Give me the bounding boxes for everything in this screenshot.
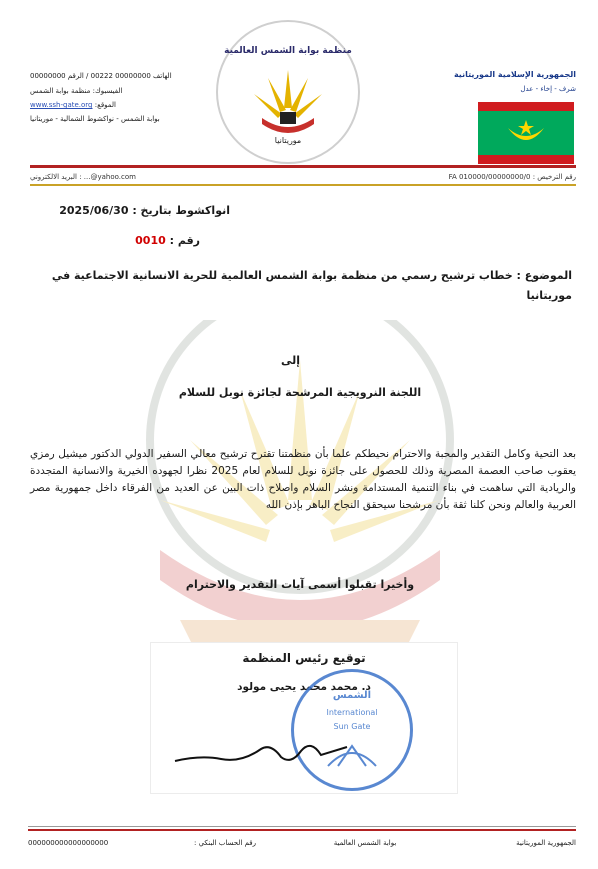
email-line: البريد الالكتروني : ...@yahoo.com: [30, 173, 136, 181]
signature-block: [150, 642, 458, 794]
stamp-text-3: Sun Gate: [333, 722, 371, 731]
header-subrule: [30, 184, 576, 186]
letter-body: بعد التحية وكامل التقدير والمحبة والاحترام نحيطكم علما بأن منظمتنا تقترح ترشيح معالي السفير الدولي الدكتور ميشيل رمزي يعقوب صاحب العصمة المصرية وذلك للحصول على جائزة نوبل للسلام لعام 2025 نظرا لجهوده الخيرية والانسانية المتجددة والريادية التي ساهمت في بناء التنمية المستدامة ونشر السلام واصلاح ذات البين عن العديد من الفرقاء داخل جمهورية مصر العربية والعالم ونحن كلنا ثقة بأن مرشحنا سيحقق النجاح الباهر بإذن الله: [30, 448, 576, 511]
country-motto: شرف - إخاء - عدل: [520, 85, 576, 93]
letter-subject: [24, 266, 572, 306]
subject-line-1: الموضوع : خطاب ترشيح رسمي من منظمة بوابة الشمس العالمية للحرية الانسانية الاجتماعية في: [51, 269, 572, 282]
footer-bank-number: 000000000000000000: [28, 839, 109, 847]
footer-rule-top: [28, 826, 576, 827]
footer-rule: [28, 829, 576, 831]
number-label: رقم :: [169, 234, 200, 247]
organization-logo: [216, 20, 360, 164]
signature-name: د. محمد محمد يحيى مولود: [237, 681, 371, 693]
footer-country: الجمهورية الموريتانية: [516, 839, 576, 847]
stamp-text-2: International: [326, 708, 378, 717]
recipient-to: إلى: [280, 354, 300, 367]
letter-closing: وأخيرا تقبلوا أسمى آيات التقدير والاحترام: [185, 578, 415, 591]
footer-org: بوابة الشمس العالمية: [333, 839, 397, 847]
recipient-name: اللجنة النرويجية المرشحة لجائزة نوبل للسلام: [178, 386, 422, 399]
signature-title: توقيع رئيس المنظمة: [242, 651, 366, 665]
registration-line: رقم الترخيص : 0/FA 010000/00000000: [448, 173, 576, 181]
sun-emblem-icon: [248, 68, 328, 138]
footer-bank-label: رقم الحساب البنكي :: [194, 839, 256, 847]
logo-title: منظمة بوابة الشمس العالمية: [224, 46, 352, 56]
contact-phones: الهاتف 00000000 00222 / الرقم 00000000: [30, 72, 172, 80]
country-name: الجمهورية الإسلامية الموريتانية: [453, 70, 576, 79]
contact-website: [30, 100, 200, 110]
handwritten-signature: [171, 729, 351, 769]
logo-subtitle: موريتانيا: [274, 136, 302, 145]
header-rule: [30, 165, 576, 168]
subject-line-2: موريتانيا: [526, 289, 572, 302]
letter-date: انواكشوط بتاريخ : 2025/06/30: [59, 204, 230, 217]
contact-address: بوابة الشمس - نواكشوط الشمالية - موريتانيا: [30, 115, 160, 123]
stamp-text-1: الشمس: [332, 690, 372, 701]
mauritania-flag-icon: [478, 102, 574, 164]
contact-facebook: الفيسبوك: منظمة بوابة الشمس: [30, 87, 123, 95]
website-link[interactable]: www.ssh-gate.org: [30, 101, 93, 109]
website-label: الموقع:: [94, 101, 116, 109]
letter-number: [50, 234, 200, 247]
number-value: 0010: [135, 234, 166, 247]
